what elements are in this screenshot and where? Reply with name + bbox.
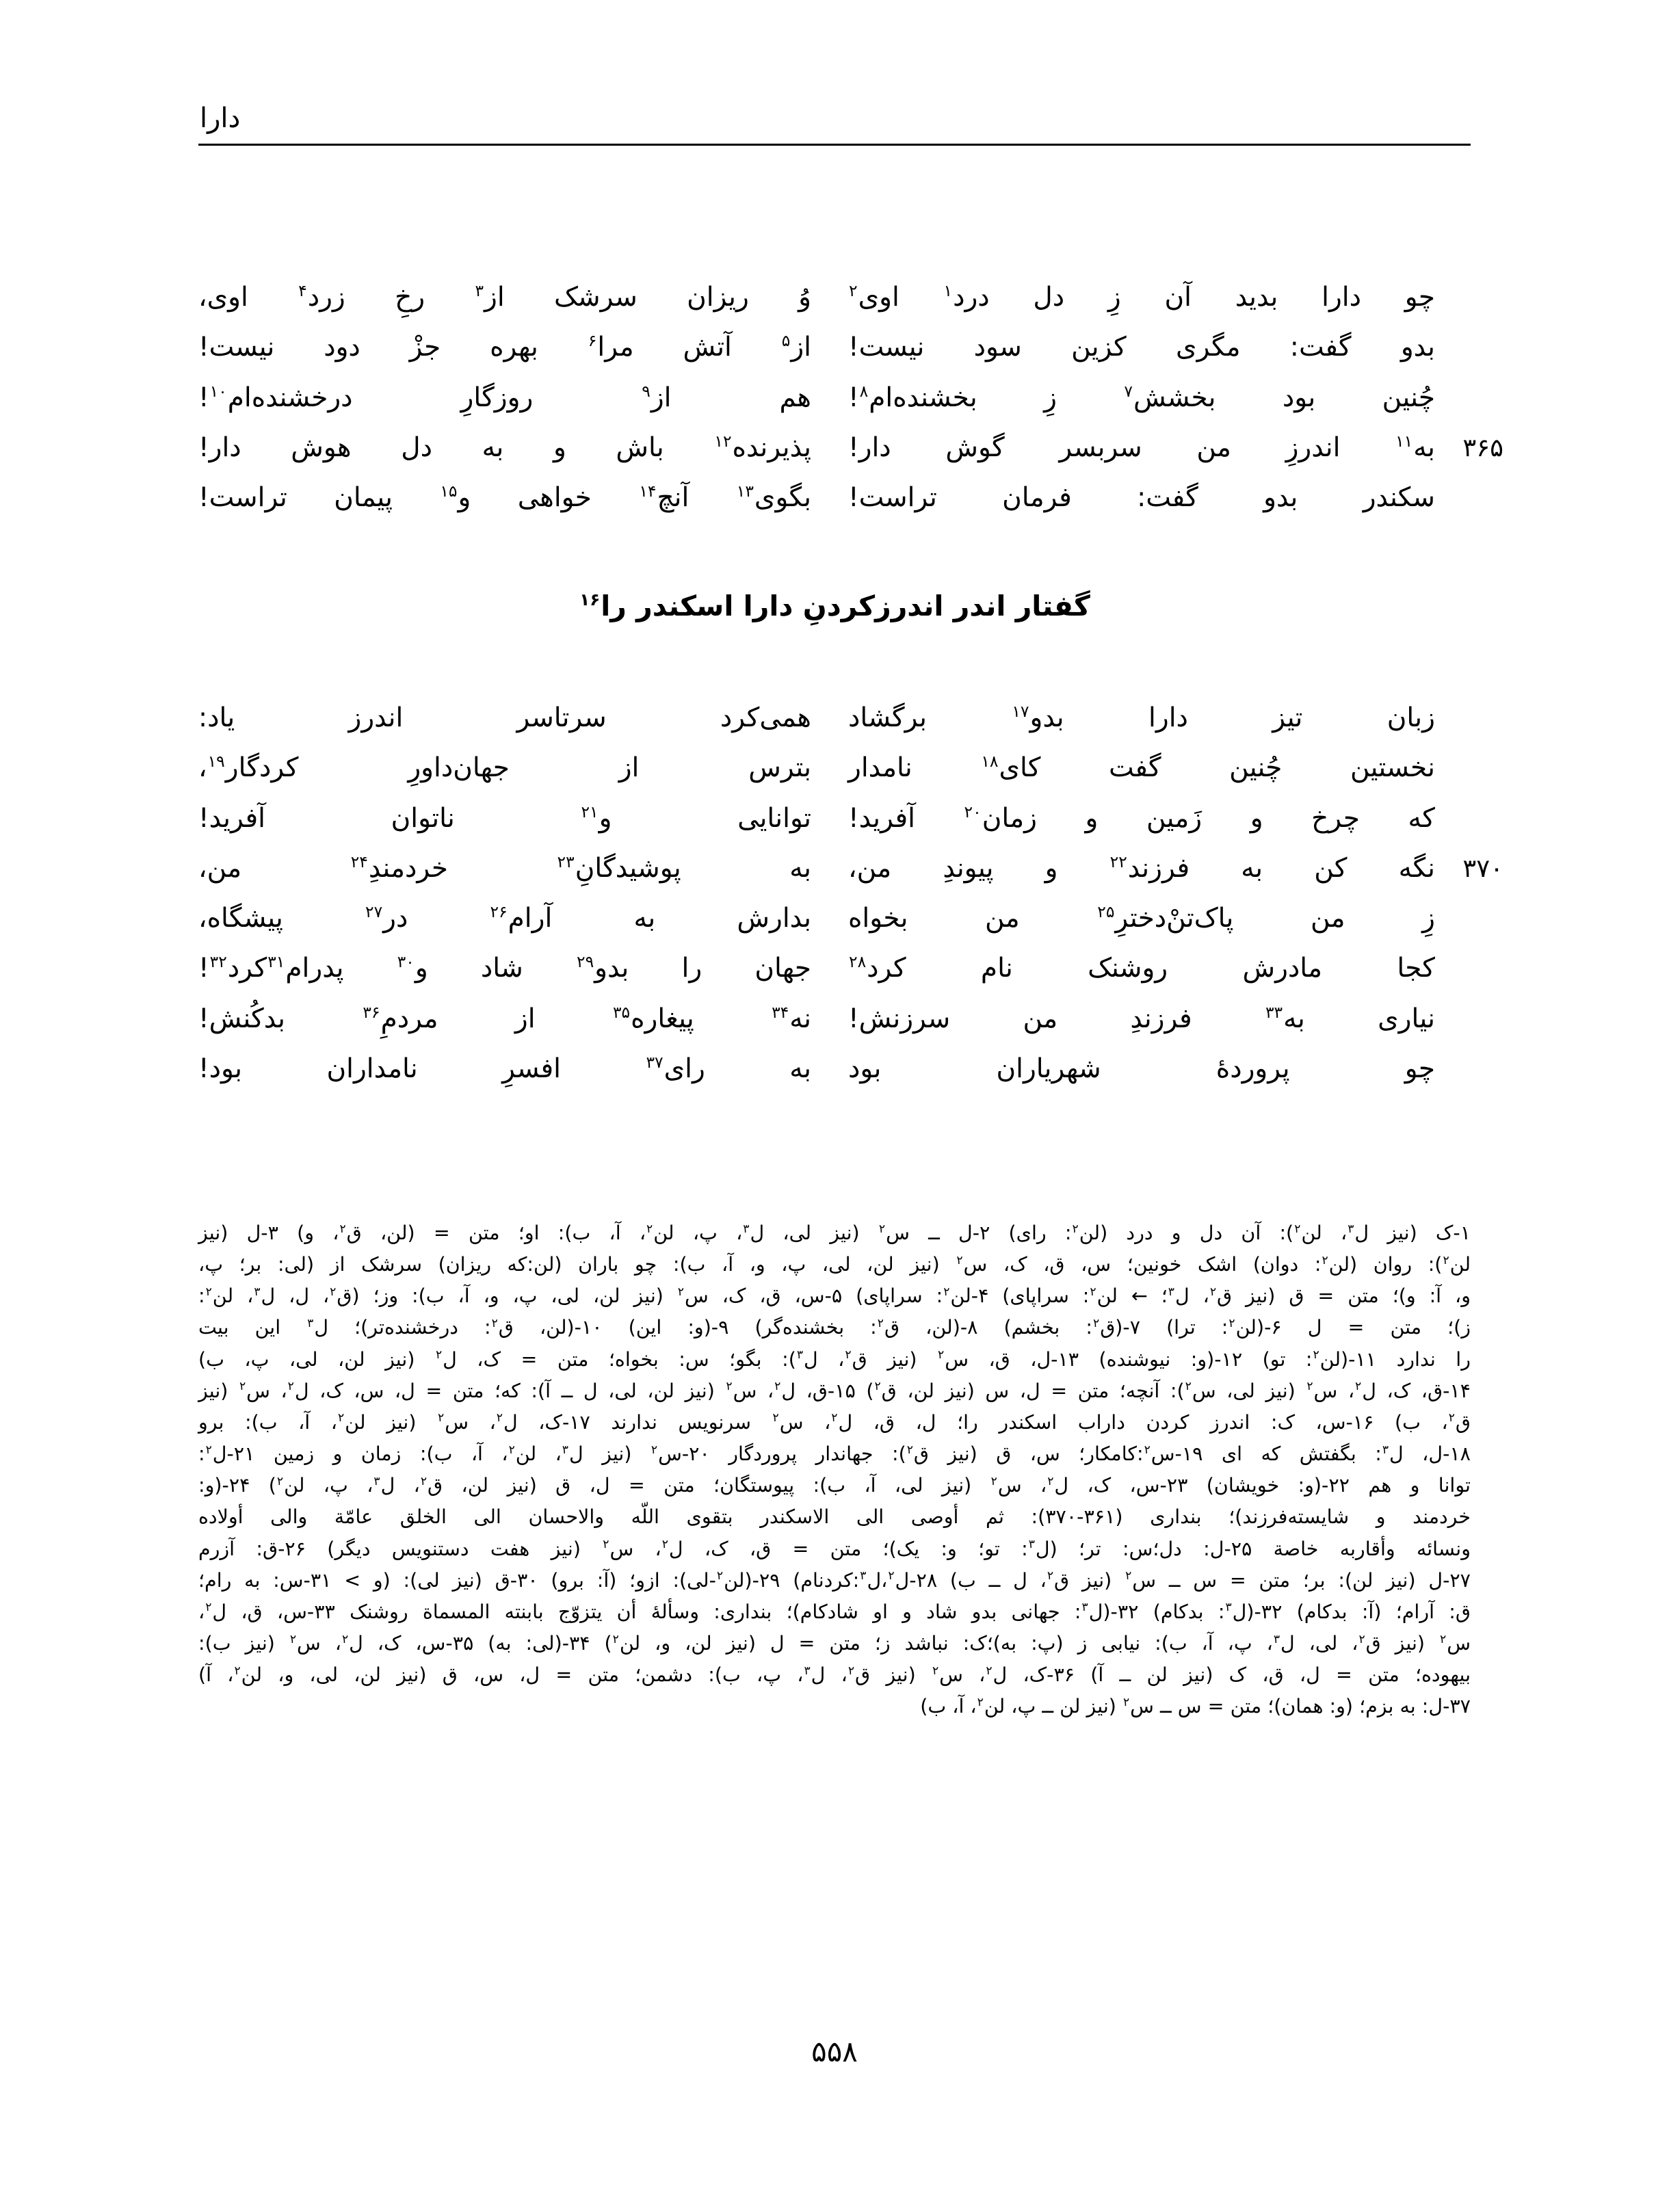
hemistich-left-text: وُ ریزان سرشک از$^۳$ رخِ زرد$^۴$ اوی، bbox=[198, 281, 811, 313]
apparatus-line: ۱۸-ل، ل$^۳$: بگفتش که ای ۱۹-س$^۲$:کامکار؛ س، ق (نیز ق$^۲$): جهاندار پروردگار ۲۰-س$^۲$ (نیز ل$^۳$، لن$^۲$، آ، ب): زمان و زمین ۲۱-ل$^۲$: bbox=[198, 1443, 1471, 1466]
hemistich-right bbox=[834, 327, 1471, 367]
running-head-title: دارا bbox=[200, 103, 241, 134]
hemistich-right-text: چو پروردهٔ شهریاران بود bbox=[848, 1053, 1435, 1084]
verse-line bbox=[198, 748, 1471, 788]
hemistich-right-text: نگه کن به فرزند$^{۲۲}$ و پیوندِ من، bbox=[848, 852, 1435, 884]
apparatus-line: ۲۷-ل (نیز لن): بر؛ متن = س ــ س$^۲$ (نیز ق$^۲$، ل ــ ب) ۲۸-ل$^۲$،ل$^۳$:کردنام) ۲۹-(لن$^۲$-لی): ازو؛ (آ: برو) ۳۰-ق (نیز لی): (و > ۳۱-س: به رام؛ bbox=[198, 1568, 1471, 1592]
apparatus-line: ۳۷-ل: به بزم؛ (و: همان)؛ متن = س ــ س$^۲$ (نیز لن ــ پ، لن$^۲$، آ، ب) bbox=[920, 1695, 1471, 1718]
hemistich-right bbox=[834, 427, 1503, 468]
hemistich-right bbox=[834, 999, 1471, 1039]
hemistich-left bbox=[198, 277, 834, 317]
verse-line-number: ۳۶۵ bbox=[1462, 432, 1503, 462]
apparatus-line: و، آ: و)؛ متن = ق (نیز ق$^۲$، ل$^۳$؛ ← لن$^۲$: سراپای) ۴-لن$^۲$: سراپای) ۵-س، ق، ک، س$^۲$ (نیز لن، لی، پ، و، آ، ب): وز؛ (ق$^۲$، ل، ل$^۳$، لن$^۲$: bbox=[198, 1285, 1471, 1308]
hemistich-right bbox=[834, 748, 1471, 788]
hemistich-left-text: به پوشیدگانِ$^{۲۳}$ خردمندِ$^{۲۴}$ من، bbox=[198, 852, 812, 884]
hemistich-right-text: زِ من پاک‌تنْ‌دخترِ$^{۲۵}$ من بخواه bbox=[848, 902, 1435, 934]
hemistich-left bbox=[198, 798, 834, 839]
section-heading: گفتار اندر اندرزکردنِ دارا اسکندر را$^{۱۶}$ bbox=[579, 590, 1090, 622]
verse-line bbox=[198, 477, 1471, 518]
hemistich-left-text: بترس از جهان‌داورِ کردگار$^{۱۹}$، bbox=[198, 752, 811, 784]
hemistich-left-text: از$^۵$ آتش مرا$^۶$ بهره جزْ دود نیست! bbox=[198, 331, 811, 363]
hemistich-left bbox=[198, 848, 834, 888]
verse-line bbox=[198, 848, 1503, 888]
verse-line bbox=[198, 427, 1503, 468]
apparatus-line: ق: آرام؛ (آ: بدکام) ۳۲-(ل$^۳$: بدکام) ۳۲-(ل$^۳$: جهانی بدو شاد و او شادکام)؛ بنداری: وسألهٔ أن یتزوّج بابنته المسماة روشنک ۳۳-س، ق، ل$^۲$، bbox=[198, 1600, 1471, 1623]
hemistich-left bbox=[198, 948, 834, 988]
hemistich-right-text: که چرخ و زَمین و زمان$^{۲۰}$ آفرید! bbox=[848, 802, 1435, 834]
verse-line bbox=[198, 1049, 1471, 1089]
hemistich-right bbox=[834, 277, 1471, 317]
hemistich-left bbox=[198, 748, 834, 788]
hemistich-right-text: چو دارا بدید آن زِ دل درد$^۱$ اوی$^۲$ bbox=[849, 281, 1435, 313]
hemistich-right-text: بدو گفت: مگری کزین سود نیست! bbox=[848, 332, 1435, 363]
hemistich-left-text: بگوی$^{۱۳}$ آنچ$^{۱۴}$ خواهی و$^{۱۵}$ پیمان تراست! bbox=[198, 482, 811, 514]
verse-group-1 bbox=[198, 277, 1503, 527]
header-rule bbox=[198, 144, 1471, 146]
hemistich-right-text: نیاری به$^{۳۳}$ فرزندِ من سرزنش! bbox=[848, 1002, 1435, 1034]
hemistich-right-text: سکندر بدو گفت: فرمان تراست! bbox=[848, 482, 1435, 514]
verse-line bbox=[198, 999, 1471, 1039]
hemistich-left-text: هم از$^۹$ روزگارِ درخشنده‌ام$^{۱۰}$! bbox=[198, 381, 811, 413]
apparatus-line: ز)؛ متن = ل ۶-(لن$^۲$: ترا) ۷-(ق$^۲$: بخشم) ۸-(لن، ق$^۲$: بخشنده‌گر) ۹-(و: این) ۱۰-(لن، ق$^۲$: درخشنده‌تر)؛ ل$^۳$ این بیت bbox=[198, 1316, 1471, 1339]
verse-line bbox=[198, 698, 1471, 738]
hemistich-right bbox=[834, 798, 1471, 839]
hemistich-right-text: نخستین چُنین گفت کای$^{۱۸}$ نامدار bbox=[848, 752, 1435, 784]
hemistich-right bbox=[834, 848, 1503, 888]
hemistich-left bbox=[198, 427, 834, 468]
apparatus-line: ق$^۲$، ب) ۱۶-س، ک: اندرز کردن داراب اسکندر را؛ ل، ق، ل$^۲$، س$^۲$ سرنویس ندارند ۱۷-ک، ل$^۲$، س$^۲$ (نیز لن$^۲$، آ، ب): برو bbox=[198, 1410, 1471, 1434]
verse-line bbox=[198, 798, 1471, 839]
apparatus-line: لن$^۲$): روان (لن$^۲$: دوان) اشک خونین؛ س، ق، ک، س$^۲$ (نیز لن، لی، پ، و، آ، ب): چو باران (لن:که ریزان) سرشک از (لی: بر؛ پ، bbox=[198, 1253, 1471, 1276]
hemistich-left bbox=[198, 999, 834, 1039]
hemistich-left-text: به رای$^{۳۷}$ افسرِ نامداران بود! bbox=[198, 1052, 811, 1084]
verse-line bbox=[198, 948, 1471, 988]
verse-line bbox=[198, 898, 1471, 938]
verse-line bbox=[198, 277, 1471, 317]
running-head-area bbox=[198, 103, 1471, 146]
verse-line bbox=[198, 327, 1471, 367]
hemistich-right bbox=[834, 898, 1471, 938]
apparatus-line: خردمند و شایسته‌فرزند)؛ بنداری (۳۶۱-۳۷۰): ثم أوصی الی الاسکندر بتقوی اللّه والاحسان الی الخلق عامّة والی أولاده bbox=[198, 1505, 1471, 1529]
verse-line-number: ۳۷۰ bbox=[1462, 853, 1503, 883]
hemistich-left bbox=[198, 898, 834, 938]
hemistich-right bbox=[834, 948, 1471, 988]
apparatus-line: س$^۲$ (نیز ق$^۲$، لی، ل$^۳$، پ، آ، ب): نیابی ز (پ: به)؛ک: نباشد ز؛ متن = ل (نیز لن، و، لن$^۲$) ۳۴-(لی: به) ۳۵-س، ک، ل$^۲$، س$^۲$ (نیز ب): bbox=[198, 1632, 1471, 1655]
hemistich-left-text: همی‌کرد سرتاسر اندرز یاد: bbox=[198, 702, 811, 733]
hemistich-left-text: نه$^{۳۴}$ پیغاره$^{۳۵}$ از مردمِ$^{۳۶}$ بدکُنش! bbox=[198, 1002, 812, 1034]
hemistich-right-text: به$^{۱۱}$ اندرزِ من سربسر گوش دار! bbox=[848, 431, 1435, 463]
apparatus-line: را ندارد ۱۱-(لن$^۲$: تو) ۱۲-(و: نیوشنده) ۱۳-ل، ق، س$^۲$ (نیز ق$^۲$، ل$^۳$): بگو؛ س: بخواه؛ متن = ک، ل$^۲$ (نیز لن، لی، پ، ب) bbox=[198, 1347, 1471, 1371]
verse-line bbox=[198, 378, 1471, 418]
hemistich-left bbox=[198, 378, 834, 418]
hemistich-left bbox=[198, 698, 834, 738]
apparatus-line: بیهوده؛ متن = ل، ق، ک (نیز لن ــ آ) ۳۶-ک، ل$^۲$، س$^۲$ (نیز ق$^۲$، ل$^۳$، پ، ب): دشمن؛ متن = ل، س، ق (نیز لن، لی، و، لن$^۲$، آ) bbox=[198, 1663, 1471, 1687]
apparatus-line: ۱-ک (نیز ل$^۳$، لن$^۲$): آن دل و درد (لن$^۲$: رای) ۲-ل ــ س$^۲$ (نیز لی، ل$^۳$، پ، لن$^۲$، آ، ب): او؛ متن = (لن، ق$^۲$، و) ۳-ل (نیز bbox=[198, 1222, 1471, 1244]
hemistich-left bbox=[198, 327, 834, 367]
hemistich-left-text: بدارش به آرام$^{۲۶}$ در$^{۲۷}$ پیشگاه، bbox=[198, 902, 811, 934]
folio-number: ۵۵۸ bbox=[811, 2035, 858, 2068]
critical-apparatus bbox=[198, 1217, 1471, 1723]
apparatus-line: ۱۴-ق، ک، ل$^۲$، س$^۲$ (نیز لی، س$^۲$): آنچه؛ متن = ل، س (نیز لن، ق$^۲$) ۱۵-ق، ل$^۲$، س$^۲$ (نیز لن، لی، ل ــ آ): که؛ متن = ل، س، ک، ل$^۲$، س$^۲$ (نیز bbox=[198, 1379, 1471, 1402]
hemistich-right bbox=[834, 378, 1471, 418]
hemistich-left-text: جهان را بدو$^{۲۹}$ شاد و$^{۳۰}$ پدرام$^{۳۱}$کرد$^{۳۲}$! bbox=[198, 952, 811, 984]
hemistich-right bbox=[834, 1049, 1471, 1089]
hemistich-left-text: پذیرنده$^{۱۲}$ باش و به دل هوش دار! bbox=[198, 431, 811, 463]
hemistich-left bbox=[198, 477, 834, 518]
hemistich-right bbox=[834, 698, 1471, 738]
hemistich-right-text: چُنین بود بخشش$^۷$ زِ بخشنده‌ام$^۸$! bbox=[848, 381, 1435, 413]
hemistich-right bbox=[834, 477, 1471, 518]
hemistich-left bbox=[198, 1049, 834, 1089]
hemistich-right-text: زبان تیز دارا بدو$^{۱۷}$ برگشاد bbox=[848, 702, 1435, 733]
apparatus-line: ونسائه وأقاربه خاصة ۲۵-ل: دل؛س: تر؛ (ل$^۳$: تو؛ و: یک)؛ متن = ق، ک، ل$^۲$، س$^۲$ (نیز هفت دستنویس دیگر) ۲۶-ق: آزرم bbox=[198, 1537, 1471, 1560]
hemistich-right-text: کجا مادرش روشنک نام کرد$^{۲۸}$ bbox=[849, 952, 1435, 984]
apparatus-line: توانا و هم ۲۲-(و: خویشان) ۲۳-س، ک، ل$^۲$، س$^۲$ (نیز لی، آ، ب): پیوستگان؛ متن = ل، ق (نیز لن، ق$^۲$، ل$^۳$، پ، لن$^۲$) ۲۴-(و: bbox=[198, 1474, 1471, 1497]
hemistich-left-text: توانایی و$^{۲۱}$ ناتوان آفرید! bbox=[198, 802, 811, 834]
verse-group-2 bbox=[198, 698, 1503, 1098]
